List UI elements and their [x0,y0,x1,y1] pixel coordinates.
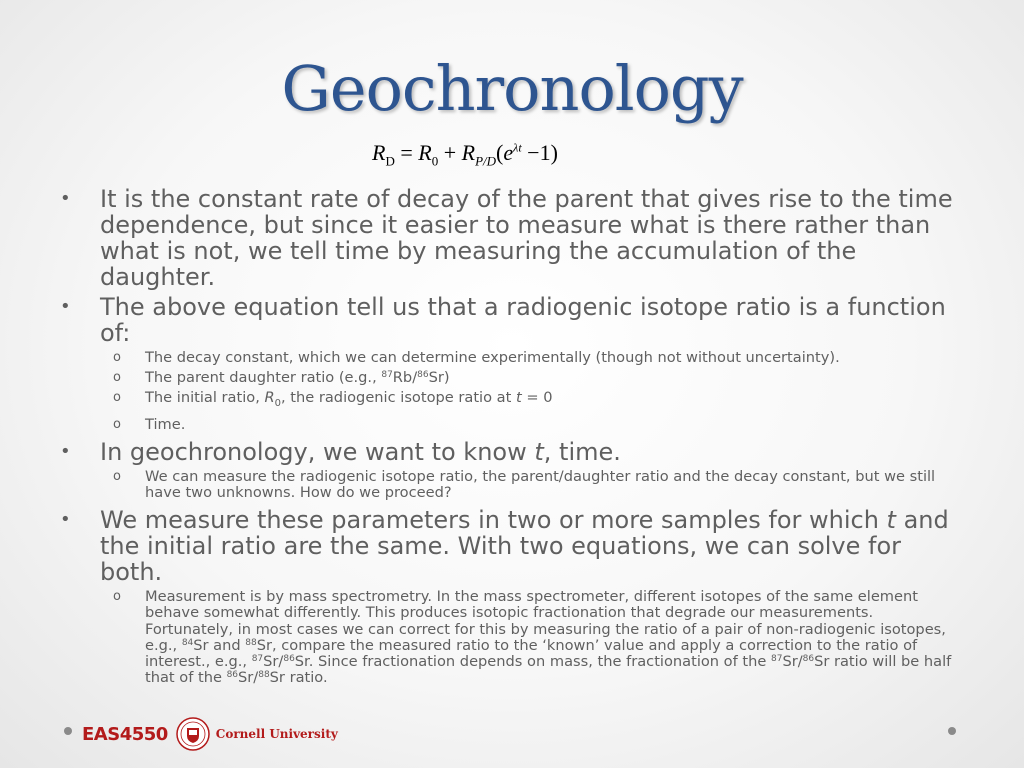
eq-rpd: R [461,140,476,165]
superscript: 87 [381,370,393,381]
bullet-text: The above equation tell us that a radiogenic isotope ratio is a function of: [100,293,946,347]
cornell-seal-icon [176,717,210,751]
text-part: Rb/ [392,369,418,387]
bullet-item [60,186,965,290]
text-italic: t [886,506,896,535]
footer-dot-left [64,727,72,735]
sub-bullet-text: The decay constant, which we can determine experimentally (though not without uncertainty). [145,349,840,366]
bullet-dot: • [60,188,71,209]
sub-bullet-circle: o [113,589,121,605]
sub-bullet-text: We can measure the radiogenic isotope ratio, the parent/daughter ratio and the decay constant, but we still have two unknowns. How do we proceed? [145,467,936,501]
sub-bullet-circle: o [113,370,121,386]
eq-r0-sub: 0 [431,153,439,169]
slide-body [60,186,965,690]
subscript: 0 [274,398,281,410]
superscript: 84 [181,637,194,648]
text-part: Measurement is by mass spectrometry. In the mass spectrometer, different isotopes of the same element behave somewhat differently. This produces isotopic fractionation that degrade our measurements. Fortunately, in most cases we can correct for this by measuring the ratio of a pair of non-radiogenic isotopes, e.g., [145,588,946,654]
text-part: Sr. Since fractionation depends on mass, the fractionation of the [294,652,771,670]
text-part: Sr/ [263,652,284,670]
text-part: Sr/ [238,669,259,687]
superscript: 86 [283,653,295,664]
eq-exponent: λt [513,140,522,155]
eq-rd: R [372,140,386,165]
slide-title: Geochronology [281,52,743,125]
eq-e: e [503,140,514,165]
text-italic: t [534,437,544,466]
text-part: , the radiogenic isotope ratio at [281,389,516,407]
text-part: Sr ratio. [269,669,328,687]
superscript: 86 [802,653,815,664]
text-part: and the initial ratio are the same. With two equations, we can solve for both. [100,506,949,587]
sub-bullet-circle: o [113,350,121,365]
bullet-dot: • [60,296,71,317]
eq-rd-sub: D [385,153,395,169]
eq-equals: = [400,140,413,165]
text-part: Sr) [428,369,450,387]
text-italic: t [515,389,522,407]
text-part: In geochronology, we want to know [100,437,535,466]
bullet-item [60,294,965,346]
text-part: Sr, compare the measured ratio to the ‘known’ value and apply a correction to the ratio of interest., e.g., [145,636,918,670]
course-code: EAS4550 [82,723,168,745]
sub-bullet-item [60,589,965,686]
text-part: We measure these parameters in two or more samples for which [100,506,887,535]
footer-logo [82,716,338,752]
text-part: Sr and [193,636,246,654]
decay-equation [372,140,558,169]
superscript: 88 [245,637,257,648]
text-part: = 0 [521,389,553,407]
eq-minus-one: −1) [527,140,558,165]
superscript: 88 [258,670,270,681]
eq-plus: + [443,140,457,165]
sub-bullet-item [60,417,965,433]
text-part: The initial ratio, [145,389,265,407]
sub-bullet-item [60,350,965,366]
sub-bullet-text [145,369,450,386]
sub-bullet-circle: o [113,390,121,406]
sub-bullet-text [145,588,951,686]
sub-bullet-text: Time. [145,415,186,433]
footer-dot-right [948,727,956,735]
sub-bullet-circle: o [113,416,121,432]
text-part: Sr ratio will be half that of the [145,652,952,687]
sub-bullet-item [60,390,965,412]
text-italic: R [264,389,275,407]
bullet-item [60,439,965,465]
bullet-item [60,507,965,585]
superscript: 87 [251,653,264,664]
bullet-text [100,506,949,586]
superscript: 87 [770,653,783,664]
text-part: , time. [543,437,621,466]
eq-rpd-sub: P/D [475,153,497,169]
university-name: Cornell University [215,727,338,741]
sub-bullet-item [60,370,965,386]
eq-r0: R [418,140,432,165]
eq-paren: ( [496,140,504,165]
text-part: Sr/ [782,652,803,670]
text-part: The parent daughter ratio (e.g., [145,369,382,387]
superscript: 86 [226,670,239,681]
bullet-dot: • [60,509,71,531]
bullet-dot: • [60,440,71,462]
superscript: 86 [417,370,429,381]
bullet-text [100,438,621,466]
sub-bullet-circle: o [113,468,121,484]
bullet-text: It is the constant rate of decay of the parent that gives rise to the time dependence, but since it easier to measure what is there rather than what is not, we tell time by measuring the accumulation of the daughter. [100,185,953,291]
sub-bullet-text [145,389,553,410]
sub-bullet-item [60,469,965,501]
